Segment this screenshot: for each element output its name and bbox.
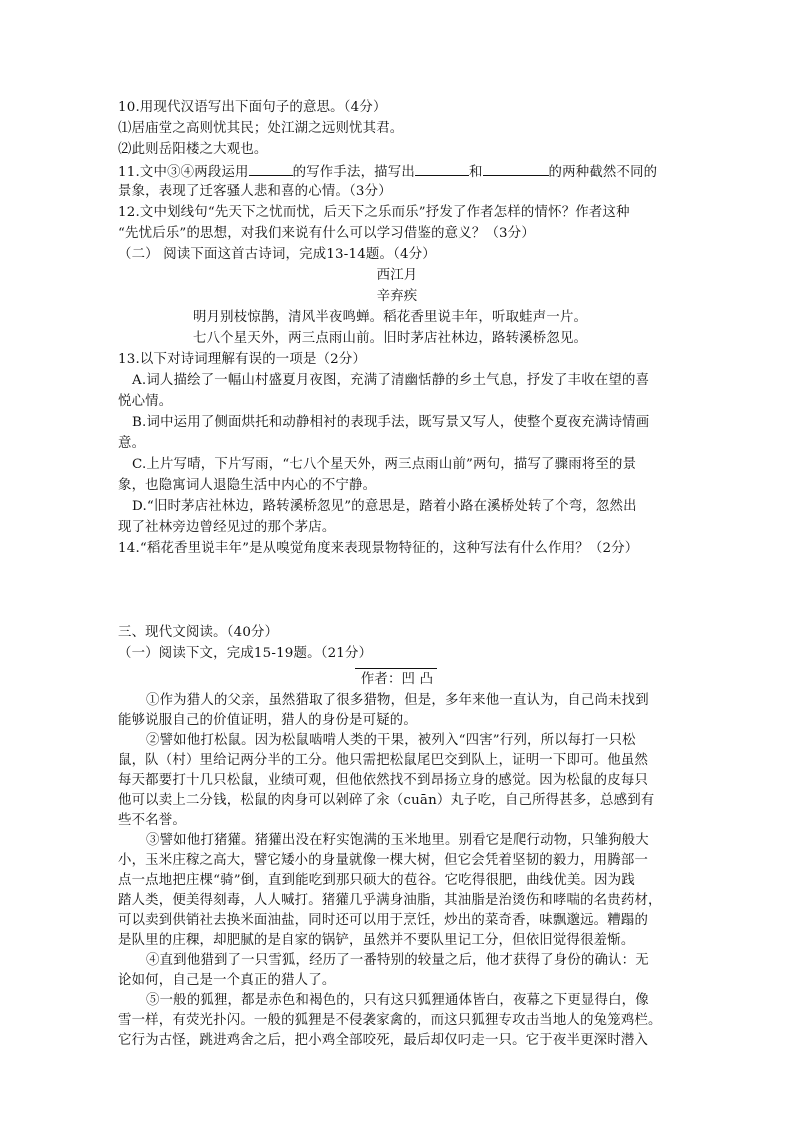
paragraph-1-line-1: ①作为猎人的父亲，虽然猎取了很多猎物，但是，多年来他一直认为，自己尚未找到	[146, 693, 649, 708]
paragraph-3-line-1: ③譬如他打猪獾。猪獾出没在籽实饱满的玉米地里。别看它是爬行动物，只雏狗般大	[146, 833, 649, 848]
q13-option-d-line-1: D.“旧时茅店社林边，路转溪桥忽见”的意思是，踏着小路在溪桥处转了个弯，忽然出	[132, 499, 637, 514]
q13-option-a-line-1: A.词人描绘了一幅山村盛夏月夜图，充满了清幽恬静的乡土气息，抒发了丰收在望的喜	[132, 373, 650, 388]
q11-line-1	[118, 161, 657, 183]
paragraph-2-line-2: 鼠，队（村）里给记两分半的工分。他只需把松鼠尾巴交到队上，证明一下即可。他虽然	[118, 753, 649, 768]
poem-line-1: 明月别枝惊鹊，清风半夜鸣蝉。稻花香里说丰年，听取蛙声一片。	[193, 310, 588, 325]
paragraph-5-line-2: 雪一样，有荧光扑闪。一般的狐狸是不侵袭家禽的，而这只狐狸专攻击当地人的兔笼鸡栏。	[118, 1013, 662, 1028]
paragraph-2-line-1: ②譬如他打松鼠。因为松鼠啮啃人类的干果，被列入“四害”行列，所以每打一只松	[146, 733, 636, 748]
paragraph-2-line-3: 每天都要打十几只松鼠，业绩可观，但他依然找不到昂扬立身的感觉。因为松鼠的皮每只	[118, 773, 649, 788]
q11-part-a: 11.文中③④两段运用	[118, 165, 249, 180]
q13-title: 13.以下对诗词理解有误的一项是（2分）	[118, 352, 367, 367]
paragraph-3-line-2: 小，玉米庄稼之高大，譬它矮小的身量就像一棵大树，但它会凭着坚韧的毅力，用腾部一	[118, 853, 649, 868]
answer-blank-2[interactable]	[415, 161, 469, 176]
poem-line-2: 七八个星天外，两三点雨山前。旧时茅店社林边，路转溪桥忽见。	[193, 331, 588, 346]
q13-option-c-line-2: 象，也隐寓词人退隐生活中内心的不宁静。	[118, 478, 377, 493]
q11-part-b: 的写作手法，描写出	[292, 165, 415, 180]
answer-blank-1[interactable]	[249, 161, 293, 176]
q11-line-2: 景象，表现了迁客骚人悲和喜的心情。（3分）	[118, 184, 392, 199]
q10-item-1: ⑴居庙堂之高则忧其民；处江湖之远则忧其君。	[118, 121, 404, 136]
q13-option-b-line-2: 意。	[118, 436, 146, 451]
section-3-subheading: （一）阅读下文，完成15-19题。（21分）	[118, 646, 373, 661]
q13-option-a-line-2: 悦心情。	[118, 394, 173, 409]
q11-part-d: 的两种截然不同的	[548, 165, 658, 180]
answer-blank-3[interactable]	[483, 161, 549, 176]
paragraph-5-line-1: ⑤一般的狐狸，都是赤色和褐色的，只有这只狐狸通体皆白，夜幕之下更显得白，像	[146, 993, 649, 1008]
q12-line-1: 12.文中划线句“先天下之忧而忧，后天下之乐而乐”抒发了作者怎样的情怀？作者这种	[118, 205, 630, 220]
paragraph-5-line-3: 它行为古怪，跳进鸡舍之后，把小鸡全部咬死，最后却仅叼走一只。它于夜半更深时潜入	[118, 1033, 649, 1048]
paragraph-2-line-5: 些不名誉。	[118, 813, 186, 828]
paragraph-3-line-4: 踏人类，便美得刻毒，人人喊打。猪獾几乎满身油脂，其油脂是治烫伤和哮喘的名贵药材，	[118, 893, 662, 908]
paragraph-3-line-6: 是队里的庄稞，却肥腻的是自家的锅铲，虽然并不要队里记工分，但依旧觉得很羞惭。	[118, 933, 635, 948]
paragraph-3-line-3: 点一点地把庄棵“骑”倒，直到能吃到那只硕大的苞谷。它吃得很肥，曲线优美。因为践	[118, 873, 635, 888]
q12-line-2: “先忧后乐”的思想，对我们来说有什么可以学习借鉴的意义？（3分）	[118, 226, 535, 241]
q10-item-2: ⑵此则岳阳楼之大观也。	[118, 142, 268, 157]
q13-option-d-line-2: 现了社林旁边曾经见过的那个茅店。	[118, 520, 336, 535]
paragraph-2-line-4: 他可以卖上二分钱，松鼠的肉身可以剁碎了汆（cuān）丸子吃，自己所得甚多，总感到有	[118, 793, 655, 808]
q11-part-c: 和	[468, 165, 483, 180]
poem-author: 辛弃疾	[376, 289, 418, 304]
paragraph-3-line-5: 可以卖到供销社去换米面油盐，同时还可以用于烹饪，炒出的菜奇香，味飘邈远。糟蹋的	[118, 913, 649, 928]
paragraph-4-line-2: 论如何，自己是一个真正的猎人了。	[118, 973, 336, 988]
poem-title: 西江月	[376, 268, 418, 283]
paragraph-1-line-2: 能够说服自己的价值证明，猎人的身份是可疑的。	[118, 713, 417, 728]
paragraph-4-line-1: ④直到他猎到了一只雪狐，经历了一番特别的较量之后，他才获得了身份的确认：无	[146, 953, 649, 968]
q13-option-c-line-1: C.上片写晴，下片写雨，“七八个星天外，两三点雨山前”两句，描写了骤雨将至的景	[132, 457, 637, 472]
q13-option-b-line-1: B.词中运用了侧面烘托和动静相衬的表现手法，既写景又写人，使整个夏夜充满诗情画	[132, 415, 650, 430]
passage-author: 作者：凹 凸	[360, 672, 434, 687]
section-2-heading: （二） 阅读下面这首古诗词，完成13-14题。（4分）	[118, 247, 436, 262]
q10-title: 10.用现代汉语写出下面句子的意思。（4分）	[118, 100, 387, 115]
q14-title: 14.“稻花香里说丰年”是从嗅觉角度来表现景物特征的，这种写法有什么作用？（2分）	[118, 541, 639, 556]
section-3-heading: 三、现代文阅读。（40分）	[118, 625, 279, 640]
